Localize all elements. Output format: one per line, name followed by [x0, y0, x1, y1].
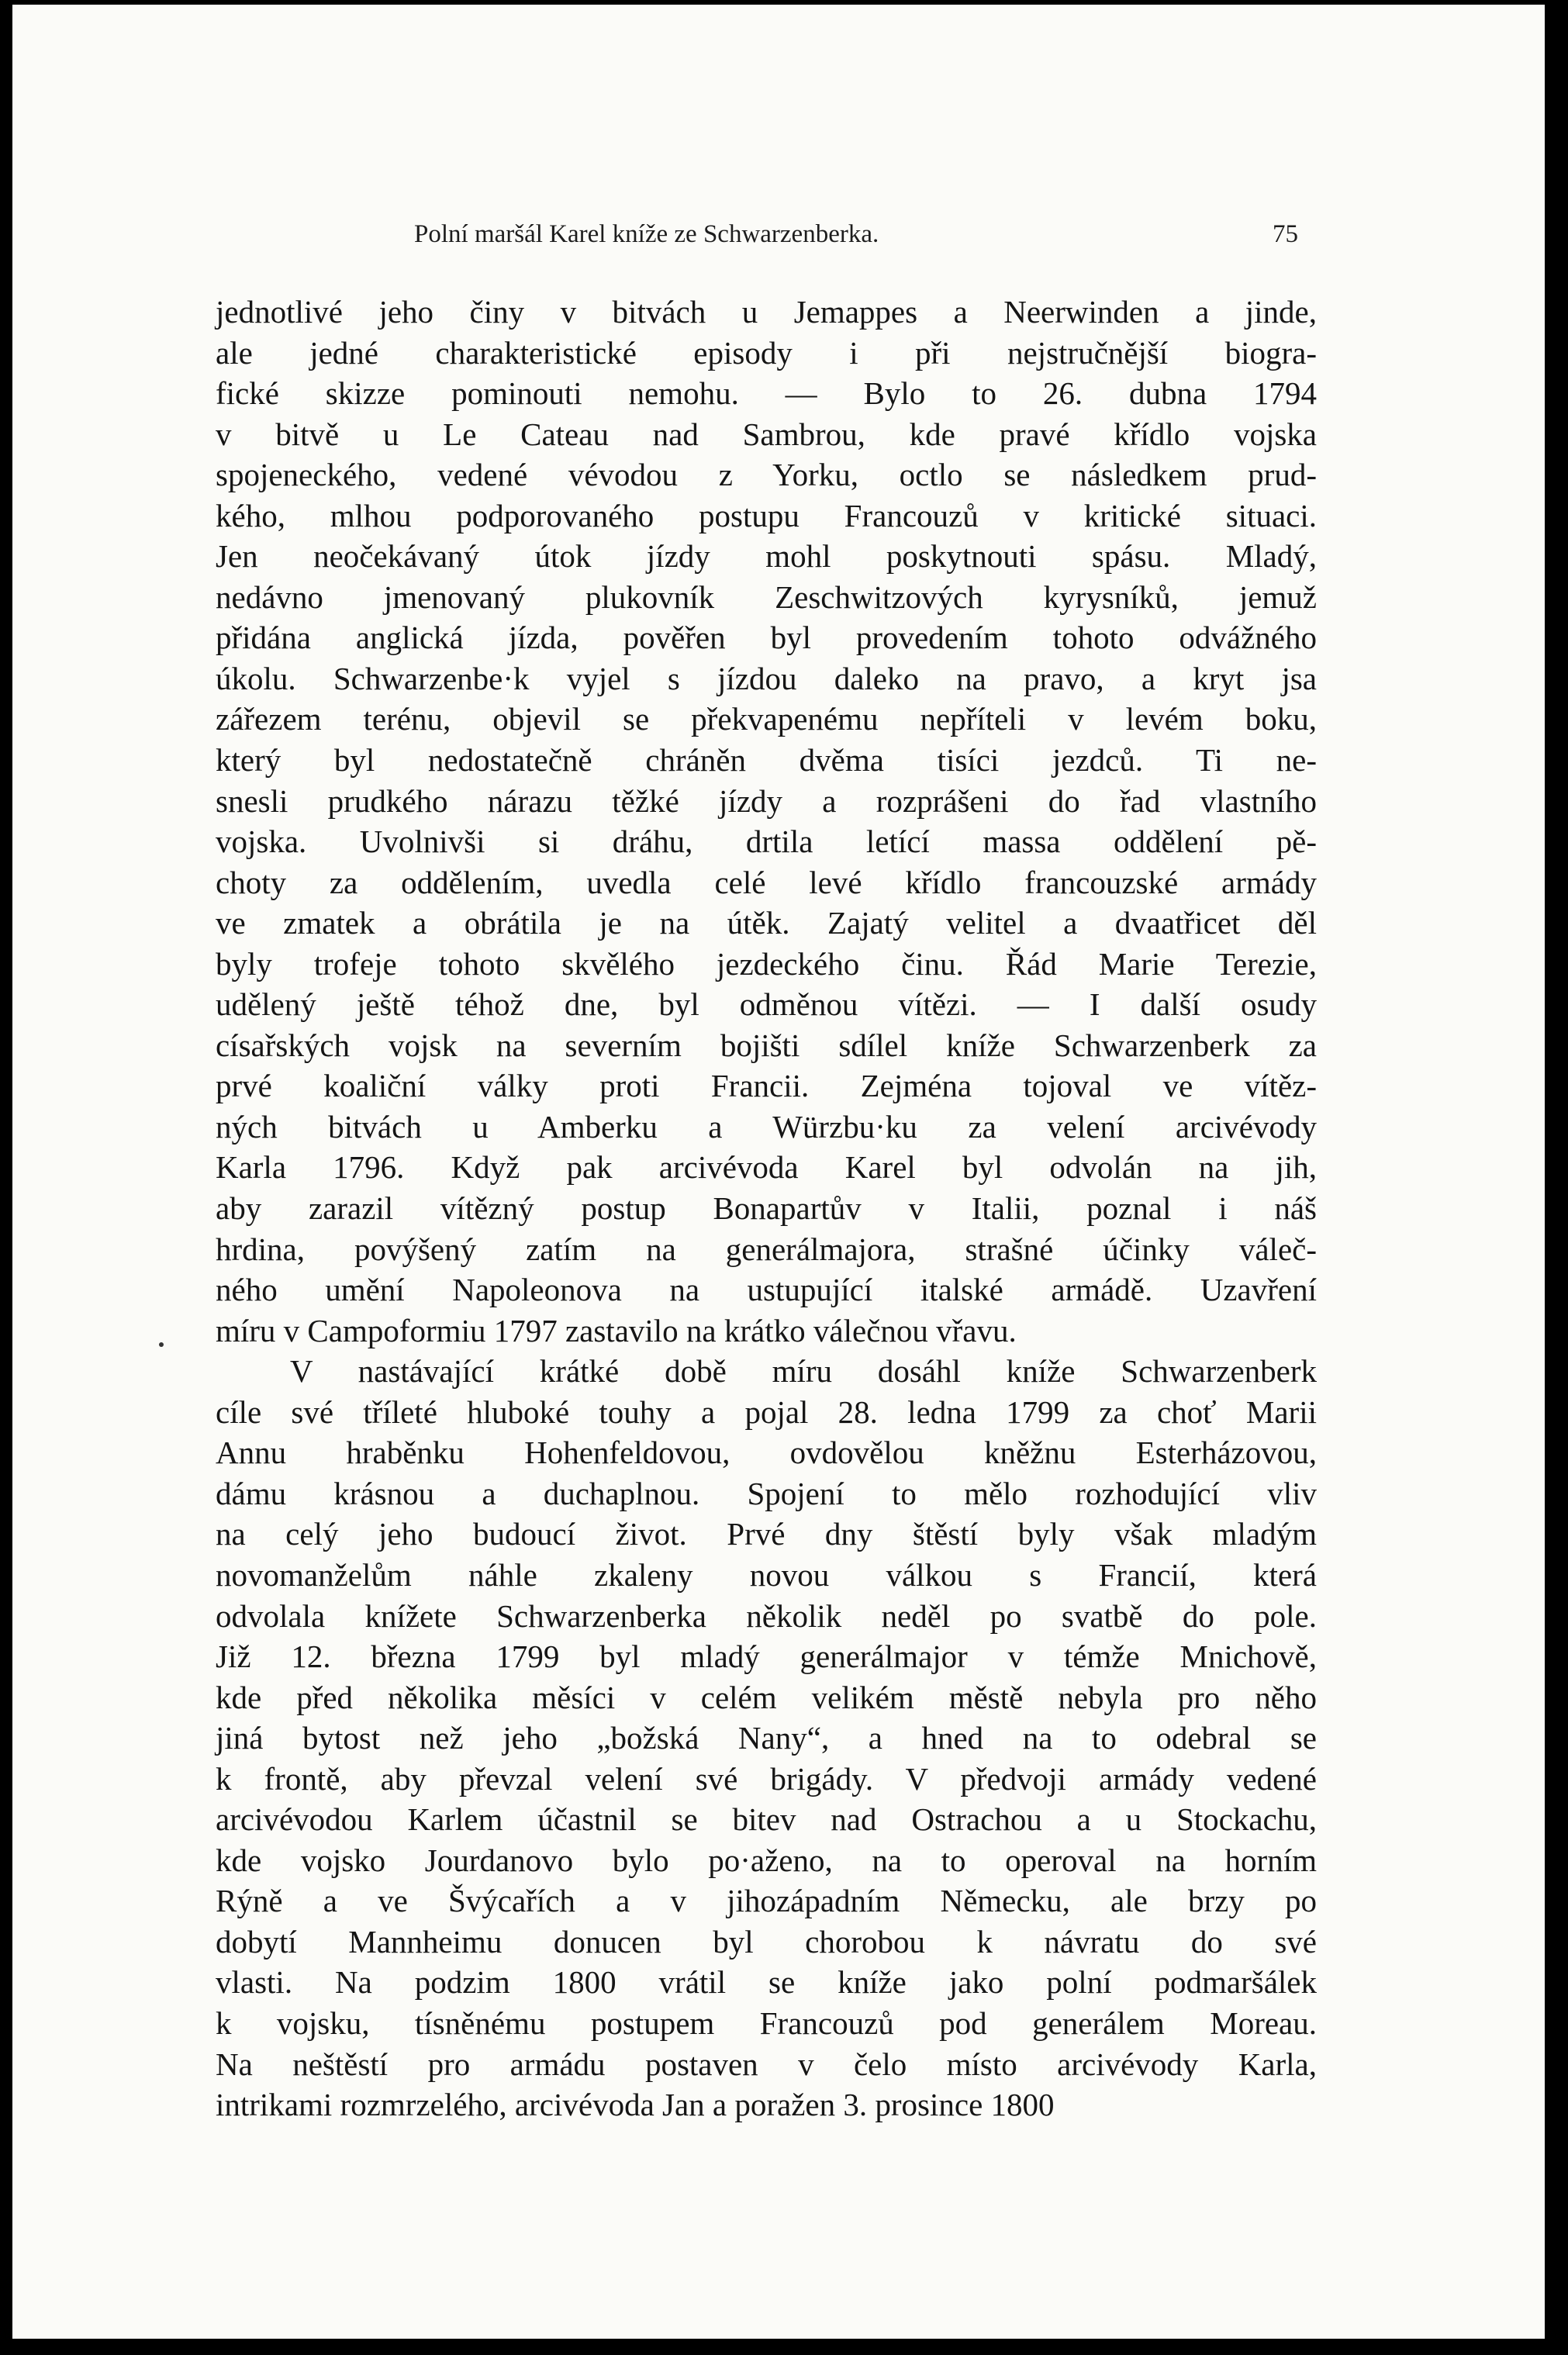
text-line: cíle své tříleté hluboké touhy a pojal 28. ledna 1799 za choť Marii	[216, 1393, 1317, 1430]
text-line: kého, mlhou podporovaného postupu Francouzů v kritické situaci.	[216, 497, 1317, 534]
text-line: byly trofeje tohoto skvělého jezdeckého činu. Řád Marie Terezie,	[216, 945, 1317, 982]
text-line: arcivévodou Karlem účastnil se bitev nad Ostrachou a u Stockachu,	[216, 1801, 1317, 1838]
text-line: zářezem terénu, objevil se překvapenému nepříteli v levém boku,	[216, 701, 1317, 737]
text-line: úkolu. Schwarzenbe·k vyjel s jízdou daleko na pravo, a kryt jsa	[216, 660, 1317, 696]
text-line: v bitvě u Le Cateau nad Sambrou, kde pravé křídlo vojska	[216, 416, 1317, 452]
text-line: Annu hraběnku Hohenfeldovou, ovdovělou kněžnu Esterházovou,	[216, 1435, 1317, 1471]
text-line: míru v Campoformiu 1797 zastavilo na krátko válečnou vřavu.	[216, 1312, 1017, 1348]
text-line: jiná bytost než jeho „božská Nany“, a hned na to odebral se	[216, 1720, 1317, 1756]
text-line: k frontě, aby převzal velení své brigády. V předvoji armády vedené	[216, 1760, 1317, 1797]
text-line: vlasti. Na podzim 1800 vrátil se kníže jako polní podmaršálek	[216, 1964, 1317, 2001]
text-line: který byl nedostatečně chráněn dvěma tisíci jezdců. Ti ne-	[216, 742, 1317, 779]
text-line: ných bitvách u Amberku a Würzbu·ku za velení arcivévody	[216, 1108, 1317, 1145]
text-line: dobytí Mannheimu donucen byl chorobou k návratu do své	[216, 1923, 1317, 1960]
text-line: kde před několika měsíci v celém velikém městě nebyla pro něho	[216, 1679, 1317, 1715]
running-header	[414, 220, 1298, 254]
text-line: spojeneckého, vedené vévodou z Yorku, octlo se následkem prud-	[216, 457, 1317, 493]
text-line: na celý jeho budoucí život. Prvé dny štěstí byly však mladým	[216, 1516, 1317, 1552]
text-line: dámu krásnou a duchaplnou. Spojení to mělo rozhodující vliv	[216, 1475, 1317, 1511]
text-line: jednotlivé jeho činy v bitvách u Jemappes a Neerwinden a jinde,	[216, 294, 1317, 330]
text-line: prvé koaliční války proti Francii. Zejména tojoval ve vítěz-	[216, 1068, 1317, 1104]
margin-dot	[159, 1342, 164, 1347]
text-line: císařských vojsk na severním bojišti sdílel kníže Schwarzenberk za	[216, 1027, 1317, 1063]
text-line: kde vojsko Jourdanovo bylo po·aženo, na to operoval na horním	[216, 1842, 1317, 1878]
text-line: novomanželům náhle zkaleny novou válkou s Francií, která	[216, 1556, 1317, 1593]
text-line: ného umění Napoleonova na ustupující italské armádě. Uzavření	[216, 1272, 1317, 1308]
page-number: 75	[1273, 220, 1298, 248]
text-line: Karla 1796. Když pak arcivévoda Karel byl odvolán na jih,	[216, 1149, 1317, 1186]
text-line: choty za oddělením, uvedla celé levé křídlo francouzské armády	[216, 864, 1317, 900]
running-title: Polní maršál Karel kníže ze Schwarzenberka.	[414, 220, 879, 248]
text-line: intrikami rozmrzelého, arcivévoda Jan a poražen 3. prosince 1800	[216, 2087, 1055, 2123]
text-line: aby zarazil vítězný postup Bonapartův v Italii, poznal i náš	[216, 1190, 1317, 1227]
text-line: Jen neočekávaný útok jízdy mohl poskytnouti spásu. Mladý,	[216, 538, 1317, 575]
text-line: udělený ještě téhož dne, byl odměnou vítězi. — I další osudy	[216, 986, 1317, 1023]
text-line: odvolala knížete Schwarzenberka několik neděl po svatbě do pole.	[216, 1597, 1317, 1634]
text-line: hrdina, povýšený zatím na generálmajora, strašné účinky váleč-	[216, 1231, 1317, 1267]
text-line: V nastávající krátké době míru dosáhl kníže Schwarzenberk	[290, 1353, 1317, 1390]
text-line: přidána anglická jízda, pověřen byl provedením tohoto odvážného	[216, 620, 1317, 656]
text-line: ve zmatek a obrátila je na útěk. Zajatý velitel a dvaatřicet děl	[216, 905, 1317, 941]
book-page	[12, 5, 1545, 2339]
text-line: fické skizze pominouti nemohu. — Bylo to 26. dubna 1794	[216, 375, 1317, 412]
text-line: ale jedné charakteristické episody i při nejstručnější biogra-	[216, 334, 1317, 371]
text-line: k vojsku, tísněnému postupem Francouzů pod generálem Moreau.	[216, 2005, 1317, 2041]
body-text	[216, 292, 1317, 2125]
text-line: snesli prudkého nárazu těžké jízdy a rozprášeni do řad vlastního	[216, 782, 1317, 819]
text-line: Na neštěstí pro armádu postaven v čelo místo arcivévody Karla,	[216, 2046, 1317, 2082]
text-line: Již 12. března 1799 byl mladý generálmajor v témže Mnichově,	[216, 1638, 1317, 1675]
text-line: Rýně a ve Švýcařích a v jihozápadním Německu, ale brzy po	[216, 1883, 1317, 1919]
text-line: vojska. Uvolnivši si dráhu, drtila letící massa oddělení pě-	[216, 824, 1317, 860]
text-line: nedávno jmenovaný plukovník Zeschwitzových kyrysníků, jemuž	[216, 578, 1317, 615]
